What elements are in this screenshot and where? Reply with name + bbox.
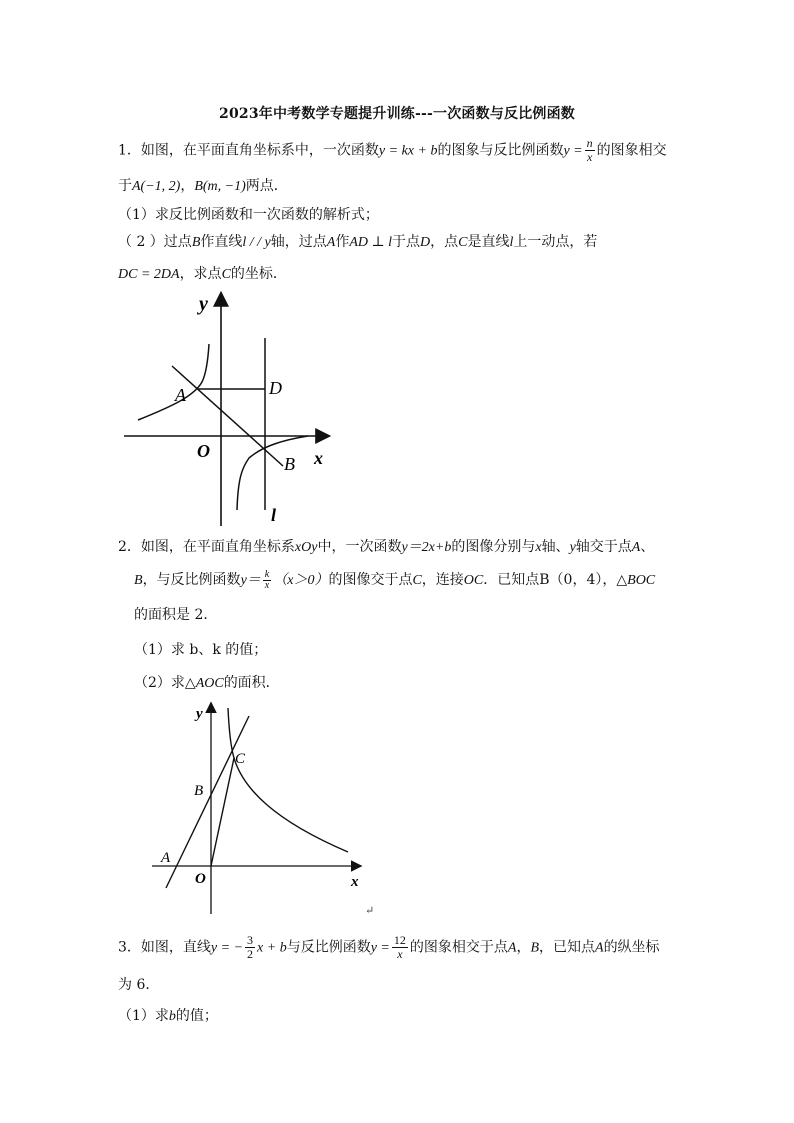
q2-label-A: A [161,850,171,866]
q2-segment-OC [211,758,234,866]
q1-fraction-n-over-x: $\frac{n}{x}$ [586,136,593,164]
q2-linear-function-line [166,716,249,888]
q1-label-A: A [175,385,186,405]
q2-part-2: （2）求△AOC的面积． [134,675,280,691]
q2-hyperbola [228,708,348,852]
paragraph-return-mark: ↵ [365,904,375,917]
q3-number: 3． [118,939,141,956]
q1-part-1: （1）求反比例函数和一次函数的解析式； [118,207,379,223]
q1-number: 1． [118,142,141,159]
q3-part-1: （1）求b的值； [118,1008,218,1024]
q1-label-O: O [197,441,210,461]
q2-label-y: y [196,706,203,722]
q1-hyperbola-upper-left [138,344,209,420]
q2-label-x: x [351,874,359,890]
q1-label-B: B [284,454,295,474]
q1-linear-function-line [172,366,283,466]
q2-line-1: 2．如图，在平面直角坐标系xOy中，一次函数y＝2x+b的图像分别与x轴、y轴交于点A、 [118,539,655,555]
q1-line-2: 于A(−1, 2)，B(m, −1)两点． [118,178,288,194]
q2-figure [148,700,368,920]
q1-figure [118,288,338,528]
q2-label-B: B [194,783,204,799]
q1-label-D: D [269,378,282,398]
q3-line-1: 3．如图，直线y = − $\frac{3}{2}$ x + b与反比例函数y = $\frac{12}{x}$ 的图象相交于点A，B，已知点A的纵坐标 [118,933,660,961]
q1-label-y: y [199,293,208,315]
q1-line-1: 1．如图，在平面直角坐标系中，一次函数y = kx + b的图象与反比例函数y = $\frac{n}{x}$ 的图象相交 [118,136,667,164]
document-title: 2023年中考数学专题提升训练---一次函数与反比例函数 [219,106,575,122]
q3-fraction-12-over-x: $\frac{12}{x}$ [393,933,406,961]
q1-part-2-cont: DC = 2DA，求点C的坐标． [118,266,287,282]
q2-fraction-k-over-x: $\frac{k}{x}$ [264,568,270,591]
q2-line-2: B，与反比例函数y＝ $\frac{k}{x}$ （x＞0）的图像交于点C，连接OC．已知点B（0，4），△BOC [134,568,656,591]
q2-label-O: O [195,871,206,887]
q3-line-2: 为 6． [118,977,160,993]
q1-label-l: l [271,505,277,525]
q2-label-C: C [235,751,246,767]
q1-hyperbola-lower-right [237,436,308,510]
q2-line-3: 的面积是 2． [134,607,218,623]
q2-number: 2． [118,539,141,555]
q1-part-2: （ 2 ）过点B作直线l / / y轴，过点A作AD ⊥ l于点D，点C是直线l上一动点，若 [118,234,598,250]
q3-fraction-3-over-2: $\frac{3}{2}$ [247,933,254,961]
q2-part-1: （1）求 b、k 的值； [134,642,268,658]
q1-label-x: x [314,448,323,468]
